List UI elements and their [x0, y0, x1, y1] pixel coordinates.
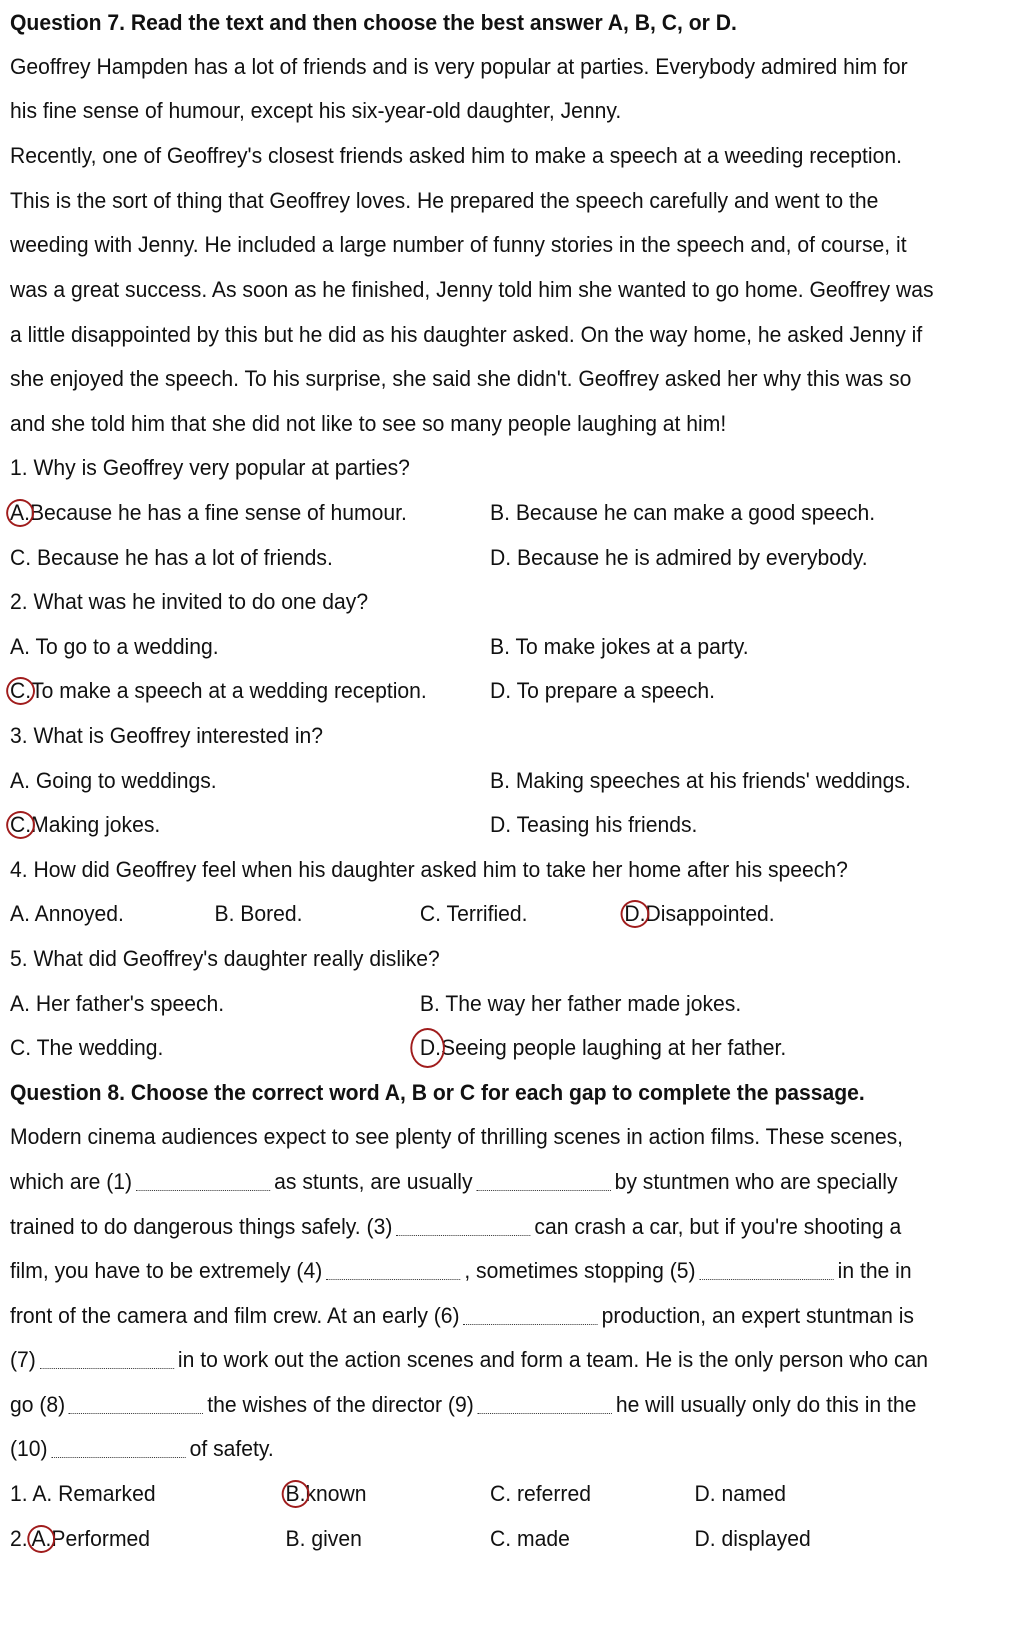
- blank-6: [463, 1322, 597, 1325]
- q2-option-b: B. To make jokes at a party.: [490, 634, 749, 659]
- cloze-line: Modern cinema audiences expect to see plenty of thrilling scenes in action films. These scenes,: [10, 1124, 903, 1149]
- gap-2-option-d: D. displayed: [694, 1526, 811, 1551]
- answer-circle: A.: [10, 498, 30, 528]
- cloze-line: trained to do dangerous things safely. (3) can crash a car, but if you're shooting a: [10, 1214, 902, 1239]
- cloze-line: (10) of safety.: [10, 1436, 274, 1461]
- question-8-title: Question 8. Choose the correct word A, B or C for each gap to complete the passage.: [10, 1080, 865, 1105]
- q3-stem: 3. What is Geoffrey interested in?: [10, 723, 324, 748]
- q4-option-d: D.Disappointed.: [624, 899, 774, 929]
- cloze-line: front of the camera and film crew. At an early (6) production, an expert stuntman is: [10, 1303, 914, 1328]
- q4-options: [10, 899, 974, 929]
- q2-stem: 2. What was he invited to do one day?: [10, 589, 369, 614]
- q5-option-d: D.Seeing people laughing at her father.: [420, 1033, 786, 1063]
- blank-10: [51, 1455, 185, 1458]
- answer-circle: D.: [624, 899, 645, 929]
- gap-1-options: [10, 1479, 974, 1509]
- passage-line: weeding with Jenny. He included a large number of funny stories in the speech and, of course, it: [10, 232, 907, 257]
- gap-2-option-c: C. made: [490, 1526, 570, 1551]
- cloze-line: which are (1) as stunts, are usually by stuntmen who are specially: [10, 1169, 898, 1194]
- passage-line: Geoffrey Hampden has a lot of friends and is very popular at parties. Everybody admired him for: [10, 54, 908, 79]
- q3-option-c: C.Making jokes.: [10, 810, 160, 840]
- blank-3: [396, 1233, 530, 1236]
- q1-option-a: A.Because he has a fine sense of humour.: [10, 498, 407, 528]
- answer-circle: C.: [10, 676, 31, 706]
- cloze-line: film, you have to be extremely (4) , sometimes stopping (5) in the in: [10, 1258, 912, 1283]
- q2-options-row2: [10, 676, 974, 706]
- cloze-line: go (8) the wishes of the director (9) he will usually only do this in the: [10, 1392, 917, 1417]
- gap-2-option-b: B. given: [285, 1526, 362, 1551]
- q5-options: [10, 989, 974, 1019]
- passage-line: was a great success. As soon as he finished, Jenny told him she wanted to go home. Geoffrey was: [10, 277, 934, 302]
- q3-option-d: D. Teasing his friends.: [490, 812, 698, 837]
- q4-option-b: B. Bored.: [214, 901, 303, 926]
- q3-options-row2: [10, 810, 974, 840]
- blank-5: [699, 1277, 833, 1280]
- q2-option-d: D. To prepare a speech.: [490, 678, 716, 703]
- q5-options-row2: [10, 1033, 974, 1063]
- answer-circle: A.: [31, 1524, 51, 1554]
- q5-option-b: B. The way her father made jokes.: [419, 991, 742, 1016]
- q1-options: [10, 498, 974, 528]
- blank-2: [476, 1188, 610, 1191]
- passage-line: Recently, one of Geoffrey's closest friends asked him to make a speech at a weeding reception.: [10, 143, 902, 168]
- q2-option-c: C.To make a speech at a wedding reception.: [10, 676, 427, 706]
- passage-line: This is the sort of thing that Geoffrey loves. He prepared the speech carefully and went to the: [10, 188, 879, 213]
- q1-options-row2: [10, 543, 974, 573]
- blank-8: [69, 1411, 203, 1414]
- blank-4: [326, 1277, 460, 1280]
- gap-1-option-b: B.known: [286, 1479, 367, 1509]
- blank-7: [40, 1366, 174, 1369]
- gap-1-option-c: C. referred: [490, 1481, 591, 1506]
- q1-option-c: C. Because he has a lot of friends.: [10, 545, 333, 570]
- q5-option-a: A. Her father's speech.: [10, 991, 225, 1016]
- q5-option-c: C. The wedding.: [10, 1035, 164, 1060]
- passage-line: and she told him that she did not like to see so many people laughing at him!: [10, 411, 727, 436]
- gap-2-options: [10, 1524, 974, 1554]
- answer-circle: B.: [286, 1479, 306, 1509]
- q1-option-d: D. Because he is admired by everybody.: [490, 545, 868, 570]
- q1-option-b: B. Because he can make a good speech.: [490, 500, 876, 525]
- gap-2-option-a: 2. A.Performed: [10, 1524, 150, 1554]
- answer-circle: D.: [420, 1033, 441, 1063]
- passage-line: his fine sense of humour, except his six-year-old daughter, Jenny.: [10, 98, 622, 123]
- q1-stem: 1. Why is Geoffrey very popular at parties?: [10, 455, 410, 480]
- blank-1: [136, 1188, 270, 1191]
- q4-option-c: C. Terrified.: [419, 901, 528, 926]
- q4-stem: 4. How did Geoffrey feel when his daughter asked him to take her home after his speech?: [10, 857, 848, 882]
- q3-option-a: A. Going to weddings.: [10, 768, 217, 793]
- blank-9: [478, 1411, 612, 1414]
- answer-circle: C.: [10, 810, 31, 840]
- passage-line: a little disappointed by this but he did as his daughter asked. On the way home, he asked Jenny if: [10, 322, 923, 347]
- cloze-line: (7) in to work out the action scenes and form a team. He is the only person who can: [10, 1347, 929, 1372]
- gap-1-option-a: 1. A. Remarked: [10, 1481, 156, 1506]
- q5-stem: 5. What did Geoffrey's daughter really dislike?: [10, 946, 440, 971]
- q3-options: [10, 766, 974, 796]
- q4-option-a: A. Annoyed.: [10, 901, 124, 926]
- gap-1-option-d: D. named: [694, 1481, 787, 1506]
- q2-option-a: A. To go to a wedding.: [10, 634, 219, 659]
- q2-options: [10, 632, 974, 662]
- q3-option-b: B. Making speeches at his friends' weddings.: [490, 768, 911, 793]
- passage-line: she enjoyed the speech. To his surprise, she said she didn't. Geoffrey asked her why this was so: [10, 366, 912, 391]
- question-7-title: Question 7. Read the text and then choose the best answer A, B, C, or D.: [10, 10, 737, 35]
